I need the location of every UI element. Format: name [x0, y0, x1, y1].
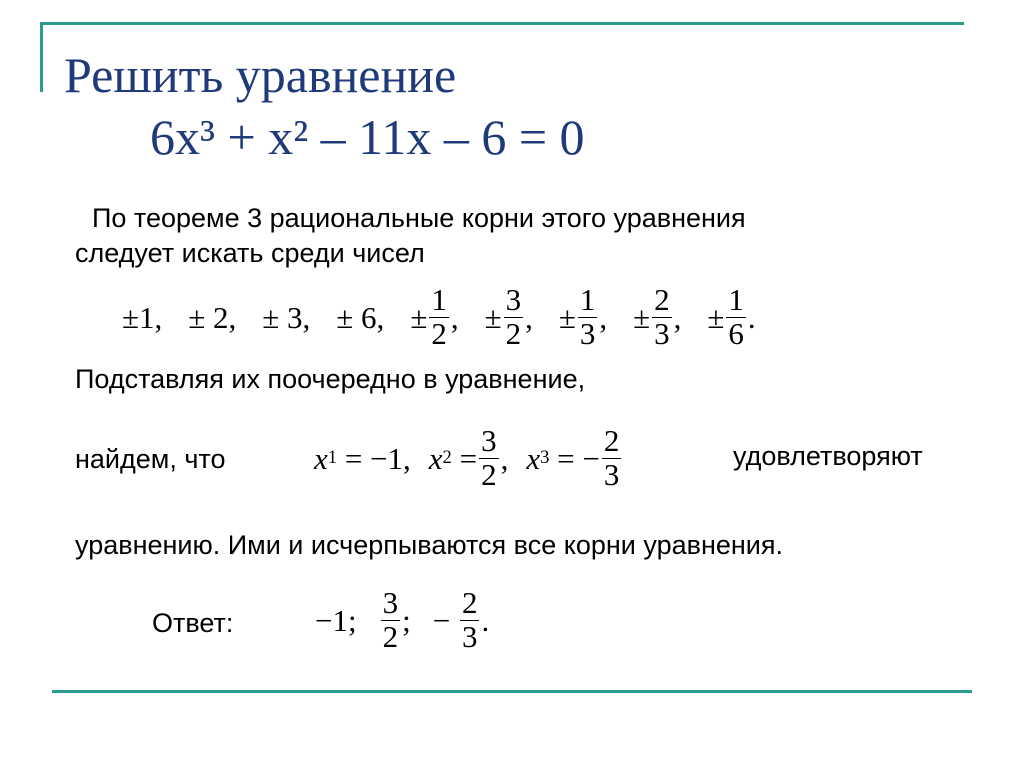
found-prefix: найдем, что — [75, 444, 226, 474]
separator: , — [599, 299, 608, 335]
found-roots — [314, 418, 623, 498]
fraction — [578, 281, 598, 351]
variable: x — [526, 440, 541, 476]
subscript: 2 — [442, 446, 452, 468]
top-divider — [42, 22, 964, 25]
fraction — [460, 584, 480, 654]
paragraph-3: уравнению. Ими и исчерпываются все корни уравнения. — [75, 530, 783, 560]
denominator: 2 — [481, 456, 497, 492]
slide-title: Решить уравнение — [64, 47, 457, 103]
candidate-integer: ±1, — [122, 299, 163, 335]
numerator: 3 — [382, 584, 399, 620]
separator: , — [525, 299, 533, 335]
candidate-roots-list — [122, 277, 782, 357]
separator: . — [747, 299, 756, 335]
fraction — [504, 281, 524, 351]
root-x1 — [314, 440, 411, 476]
numerator: 2 — [461, 584, 478, 620]
numerator: 1 — [728, 281, 744, 317]
numerator: 2 — [603, 422, 620, 458]
fraction — [429, 281, 449, 351]
plus-minus-sign: ± — [410, 299, 428, 335]
root-value: = −1, — [344, 440, 411, 476]
plus-minus-sign: ± — [707, 299, 725, 335]
root-x3 — [526, 422, 623, 492]
equals-sign: = — [459, 440, 478, 476]
paragraph-1-line-2: следует искать среди чисел — [75, 238, 425, 268]
plus-minus-sign: ± — [484, 299, 502, 335]
root-x2 — [428, 422, 509, 492]
subscript: 1 — [327, 446, 338, 468]
answer-value-2 — [379, 584, 411, 654]
minus-sign: − — [432, 602, 451, 638]
denominator: 2 — [505, 315, 522, 351]
denominator: 3 — [579, 315, 596, 351]
candidate-fraction — [707, 281, 756, 351]
separator: ; — [402, 602, 411, 638]
denominator: 3 — [603, 456, 620, 492]
denominator: 3 — [461, 618, 478, 654]
answer-label: Ответ: — [152, 608, 234, 638]
candidate-integer: ± 6, — [336, 299, 385, 335]
equals-minus: = − — [557, 440, 600, 476]
fraction — [652, 281, 672, 351]
title-equation: 6x³ + x² – 11x – 6 = 0 — [150, 109, 585, 165]
answer-value-3 — [432, 584, 490, 654]
numerator: 2 — [654, 281, 670, 317]
variable: x — [314, 440, 328, 476]
denominator: 2 — [431, 315, 447, 351]
answer-values — [315, 580, 489, 660]
plus-minus-sign: ± — [633, 299, 651, 335]
denominator: 3 — [654, 315, 670, 351]
found-suffix: удовлетворяют — [733, 441, 923, 471]
fraction — [479, 422, 499, 492]
candidate-fraction — [410, 281, 459, 351]
denominator: 2 — [382, 618, 399, 654]
numerator: 1 — [579, 281, 596, 317]
fraction — [381, 584, 401, 654]
numerator: 1 — [431, 281, 447, 317]
fraction — [602, 422, 622, 492]
separator: . — [481, 602, 490, 638]
candidate-integer: ± 3, — [262, 299, 311, 335]
paragraph-1-line-1: По теореме 3 рациональные корни этого уравнения — [92, 203, 746, 233]
candidate-integer: ± 2, — [188, 299, 237, 335]
candidate-fraction — [484, 281, 533, 351]
separator: , — [450, 299, 459, 335]
numerator: 3 — [481, 422, 497, 458]
variable: x — [428, 440, 443, 476]
answer-value-1: −1; — [315, 602, 357, 638]
paragraph-2: Подставляя их поочередно в уравнение, — [75, 364, 586, 394]
candidate-fraction — [633, 281, 682, 351]
plus-minus-sign: ± — [558, 299, 576, 335]
numerator: 3 — [505, 281, 522, 317]
separator: , — [673, 299, 682, 335]
subscript: 3 — [540, 446, 550, 468]
candidate-fraction — [558, 281, 608, 351]
denominator: 6 — [728, 315, 744, 351]
separator: , — [500, 440, 509, 476]
left-accent-bar — [40, 22, 43, 92]
fraction — [726, 281, 746, 351]
bottom-divider — [52, 690, 972, 693]
